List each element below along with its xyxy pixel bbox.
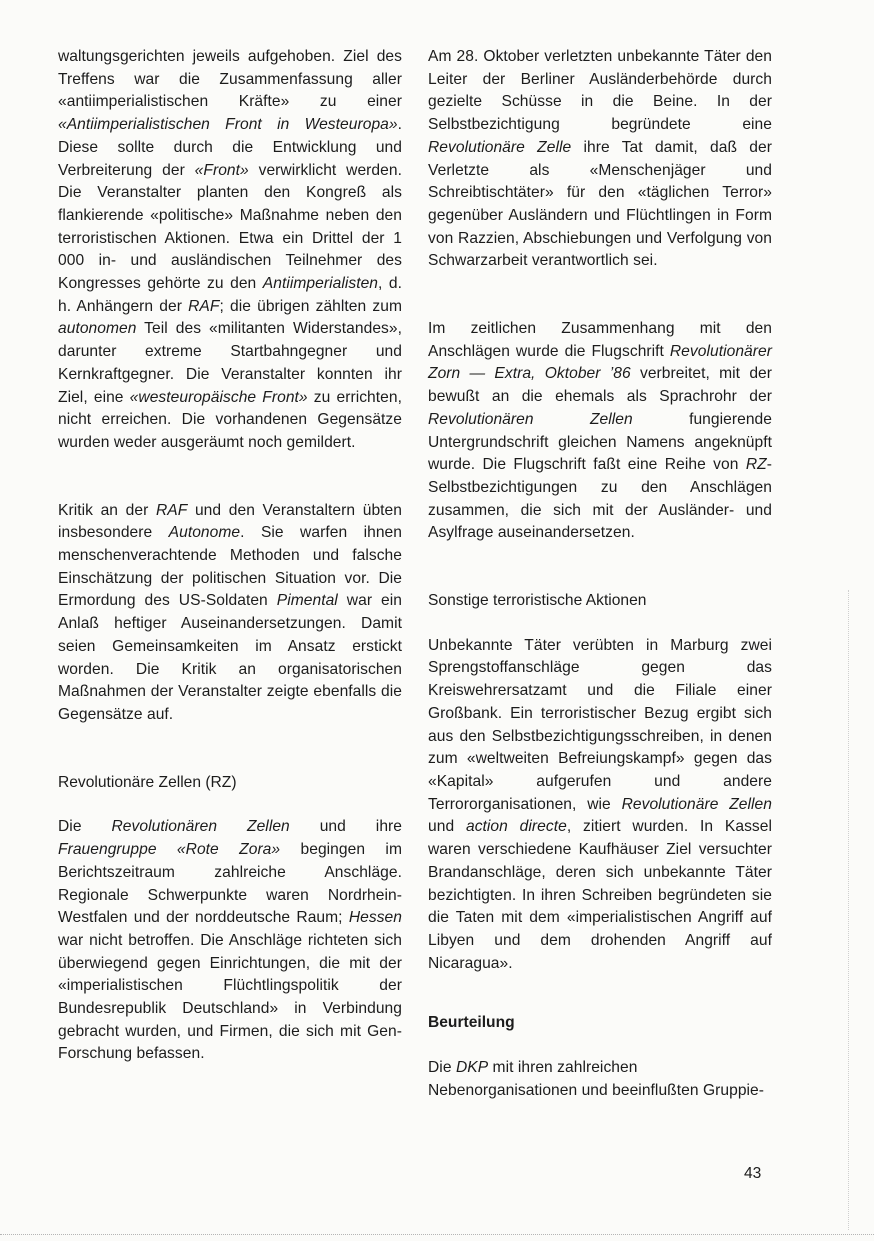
text-run: begingen im Berichtszeitraum zahlreiche Anschläge. Regionale Schwerpunkte waren Nordrhein-Westfalen und der norddeutsche Raum; [58,841,402,927]
text-run: , zitiert wurden. In Kassel waren verschiedene Kaufhäuser Ziel versuchter Brandanschläge, deren sich unbekannte Täter bezichtigten. In ihren Schreiben begründeten sie die Taten mit dem «imperialistischen Angriff auf Libyen und dem drohenden Angriff auf Nicaragua». [428,818,772,972]
emphasis-text: action directe [465,818,567,836]
text-run: und [428,818,466,836]
scan-edge-vertical [848,590,849,1230]
paragraph-flugschrift [428,318,772,545]
text-run: Am 28. Oktober verletzten unbekannte Täter den Leiter der Berliner Ausländerbehörde durch gezielte Schüsse in die Beine. In der Selbstbezichtigung begründete eine [428,48,772,134]
text-run: Im zeitlichen Zusammenhang mit den Anschlägen wurde die Flugschrift [428,320,772,360]
paragraph-marburg-kassel [428,635,772,976]
text-run: fungierende Untergrundschrift gleichen Namens angeknüpft wurde. Die Flugschrift faßt eine Reihe von [428,410,772,474]
emphasis-text: RAF [155,501,188,519]
emphasis-text: «Antiimperialistischen Front in Westeuropa» [58,116,398,134]
emphasis-text: RZ [745,456,767,474]
left-column [58,46,402,1066]
emphasis-text: Revolutionäre Zelle [428,138,572,156]
emphasis-text: Revolutionären Zellen [428,410,633,428]
emphasis-text: Antiimperialisten [262,275,379,293]
text-run: ihre Tat damit, daß der Verletzte als «Menschenjäger und Schreibtischtäter» für den «täglichen Terror» gegenüber Ausländern und Flüchtlingen in Form von Razzien, Abschiebungen und Verfolgung von Schwarzarbeit verantwortlich sei. [428,138,772,270]
text-run: verwirklicht werden. Die Veranstalter planten den Kongreß als flankierende «politische» Maßnahme neben den terroristischen Aktionen. Etwa ein Drittel der 1 000 in- und ausländischen Teilnehmer des Kongresses gehörte zu den [58,161,402,293]
text-run: war ein Anlaß heftiger Auseinandersetzungen. Damit seien Gemeinsamkeiten im Ansatz erstickt worden. Die Kritik an organisatorischen Maßnahmen der Veranstalter zeigte ebenfalls die Gegensätze auf. [58,592,402,723]
paragraph-kritik-raf [58,500,402,727]
text-run: . Sie warfen ihnen menschenverachtende Methoden und falsche Einschätzung der politischen Situation vor. Die Ermordung des US-Soldaten [58,524,402,610]
paragraph-rz [58,816,402,1066]
right-column [428,46,772,1102]
text-run: Die [428,1059,456,1077]
emphasis-text: Frauengruppe «Rote Zora» [58,841,281,859]
text-run: Teil des «militanten Widerstandes», darunter extreme Startbahngegner und Kernkraftgegner. Die Veranstalter konnten ihr Ziel, eine [58,320,402,406]
section-heading-beurteilung: Beurteilung [428,1014,515,1032]
paragraph-auslaenderbehoerde [428,46,772,273]
section-heading-other-actions: Sonstige terroristische Aktionen [428,592,647,610]
emphasis-text: DKP [455,1059,489,1077]
emphasis-text: «Front» [194,161,249,179]
emphasis-text: Revolutionären Zellen [111,818,290,836]
page-number: 43 [744,1165,762,1182]
text-run: -Selbstbezichtigungen zu den Anschlägen zusammen, die sich mit der Ausländer- und Asylfrage auseinandersetzen. [428,456,772,542]
text-run: Unbekannte Täter verübten in Marburg zwei Sprengstoffanschläge gegen das Kreiswehrersatzamt und die Filiale einer Großbank. Ein terroristischer Bezug ergibt sich aus den Selbstbezichtigungsschreiben, in denen zum «weltweiten Befreiungskampf» gegen das «Kapital» aufgerufen und andere Terrororganisationen, wie [428,636,772,813]
emphasis-text: Pimental [276,592,338,610]
emphasis-text: RAF [188,297,220,315]
text-run: war nicht betroffen. Die Anschläge richteten sich überwiegend gegen Einrichtungen, die mit der «imperialistischen Flüchtlingspolitik der Bundesrepublik Deutschland» in Verbindung gebracht wurden, und Firmen, die sich mit Gen-Forschung befassen. [58,931,402,1063]
text-run: ; die übrigen zählten zum [219,297,402,315]
text-run: und den Veranstaltern übten insbesondere [58,501,402,542]
emphasis-text: Hessen [348,909,402,927]
emphasis-text: autonomen [58,320,137,338]
text-run: verbreitet, mit der bewußt an die ehemals als Sprachrohr der [428,365,773,406]
scan-edge-bottom [0,1234,874,1235]
text-run: mit ihren zahlreichen Nebenorganisationen und beeinflußten Gruppie- [428,1059,765,1099]
text-run: und ihre [289,818,403,836]
emphasis-text: Autonome [168,524,241,542]
paragraph-kongress [58,46,402,455]
text-run: , d. h. Anhängern der [58,275,403,315]
emphasis-text: «westeuropäische Front» [129,388,308,406]
text-run: waltungsgerichten jeweils aufgehoben. Ziel des Treffens war die Zusammenfassung aller «antiimperialistischen Kräfte» zu einer [58,48,402,111]
text-run: Die [58,818,112,836]
paragraph-dkp [428,1057,772,1102]
emphasis-text: Revolutionärer Zorn — Extra, Oktober ’86 [428,342,772,383]
text-run: Kritik an der [58,501,156,519]
section-heading-rz: Revolutionäre Zellen (RZ) [58,773,237,791]
text-run: . Diese sollte durch die Entwicklung und Verbreiterung der [58,116,402,179]
text-run: zu errichten, nicht erreichen. Die vorhandenen Gegensätze wurden weder ausgeräumt noch gemildert. [58,388,402,451]
emphasis-text: Revolutionäre Zellen [621,795,773,813]
